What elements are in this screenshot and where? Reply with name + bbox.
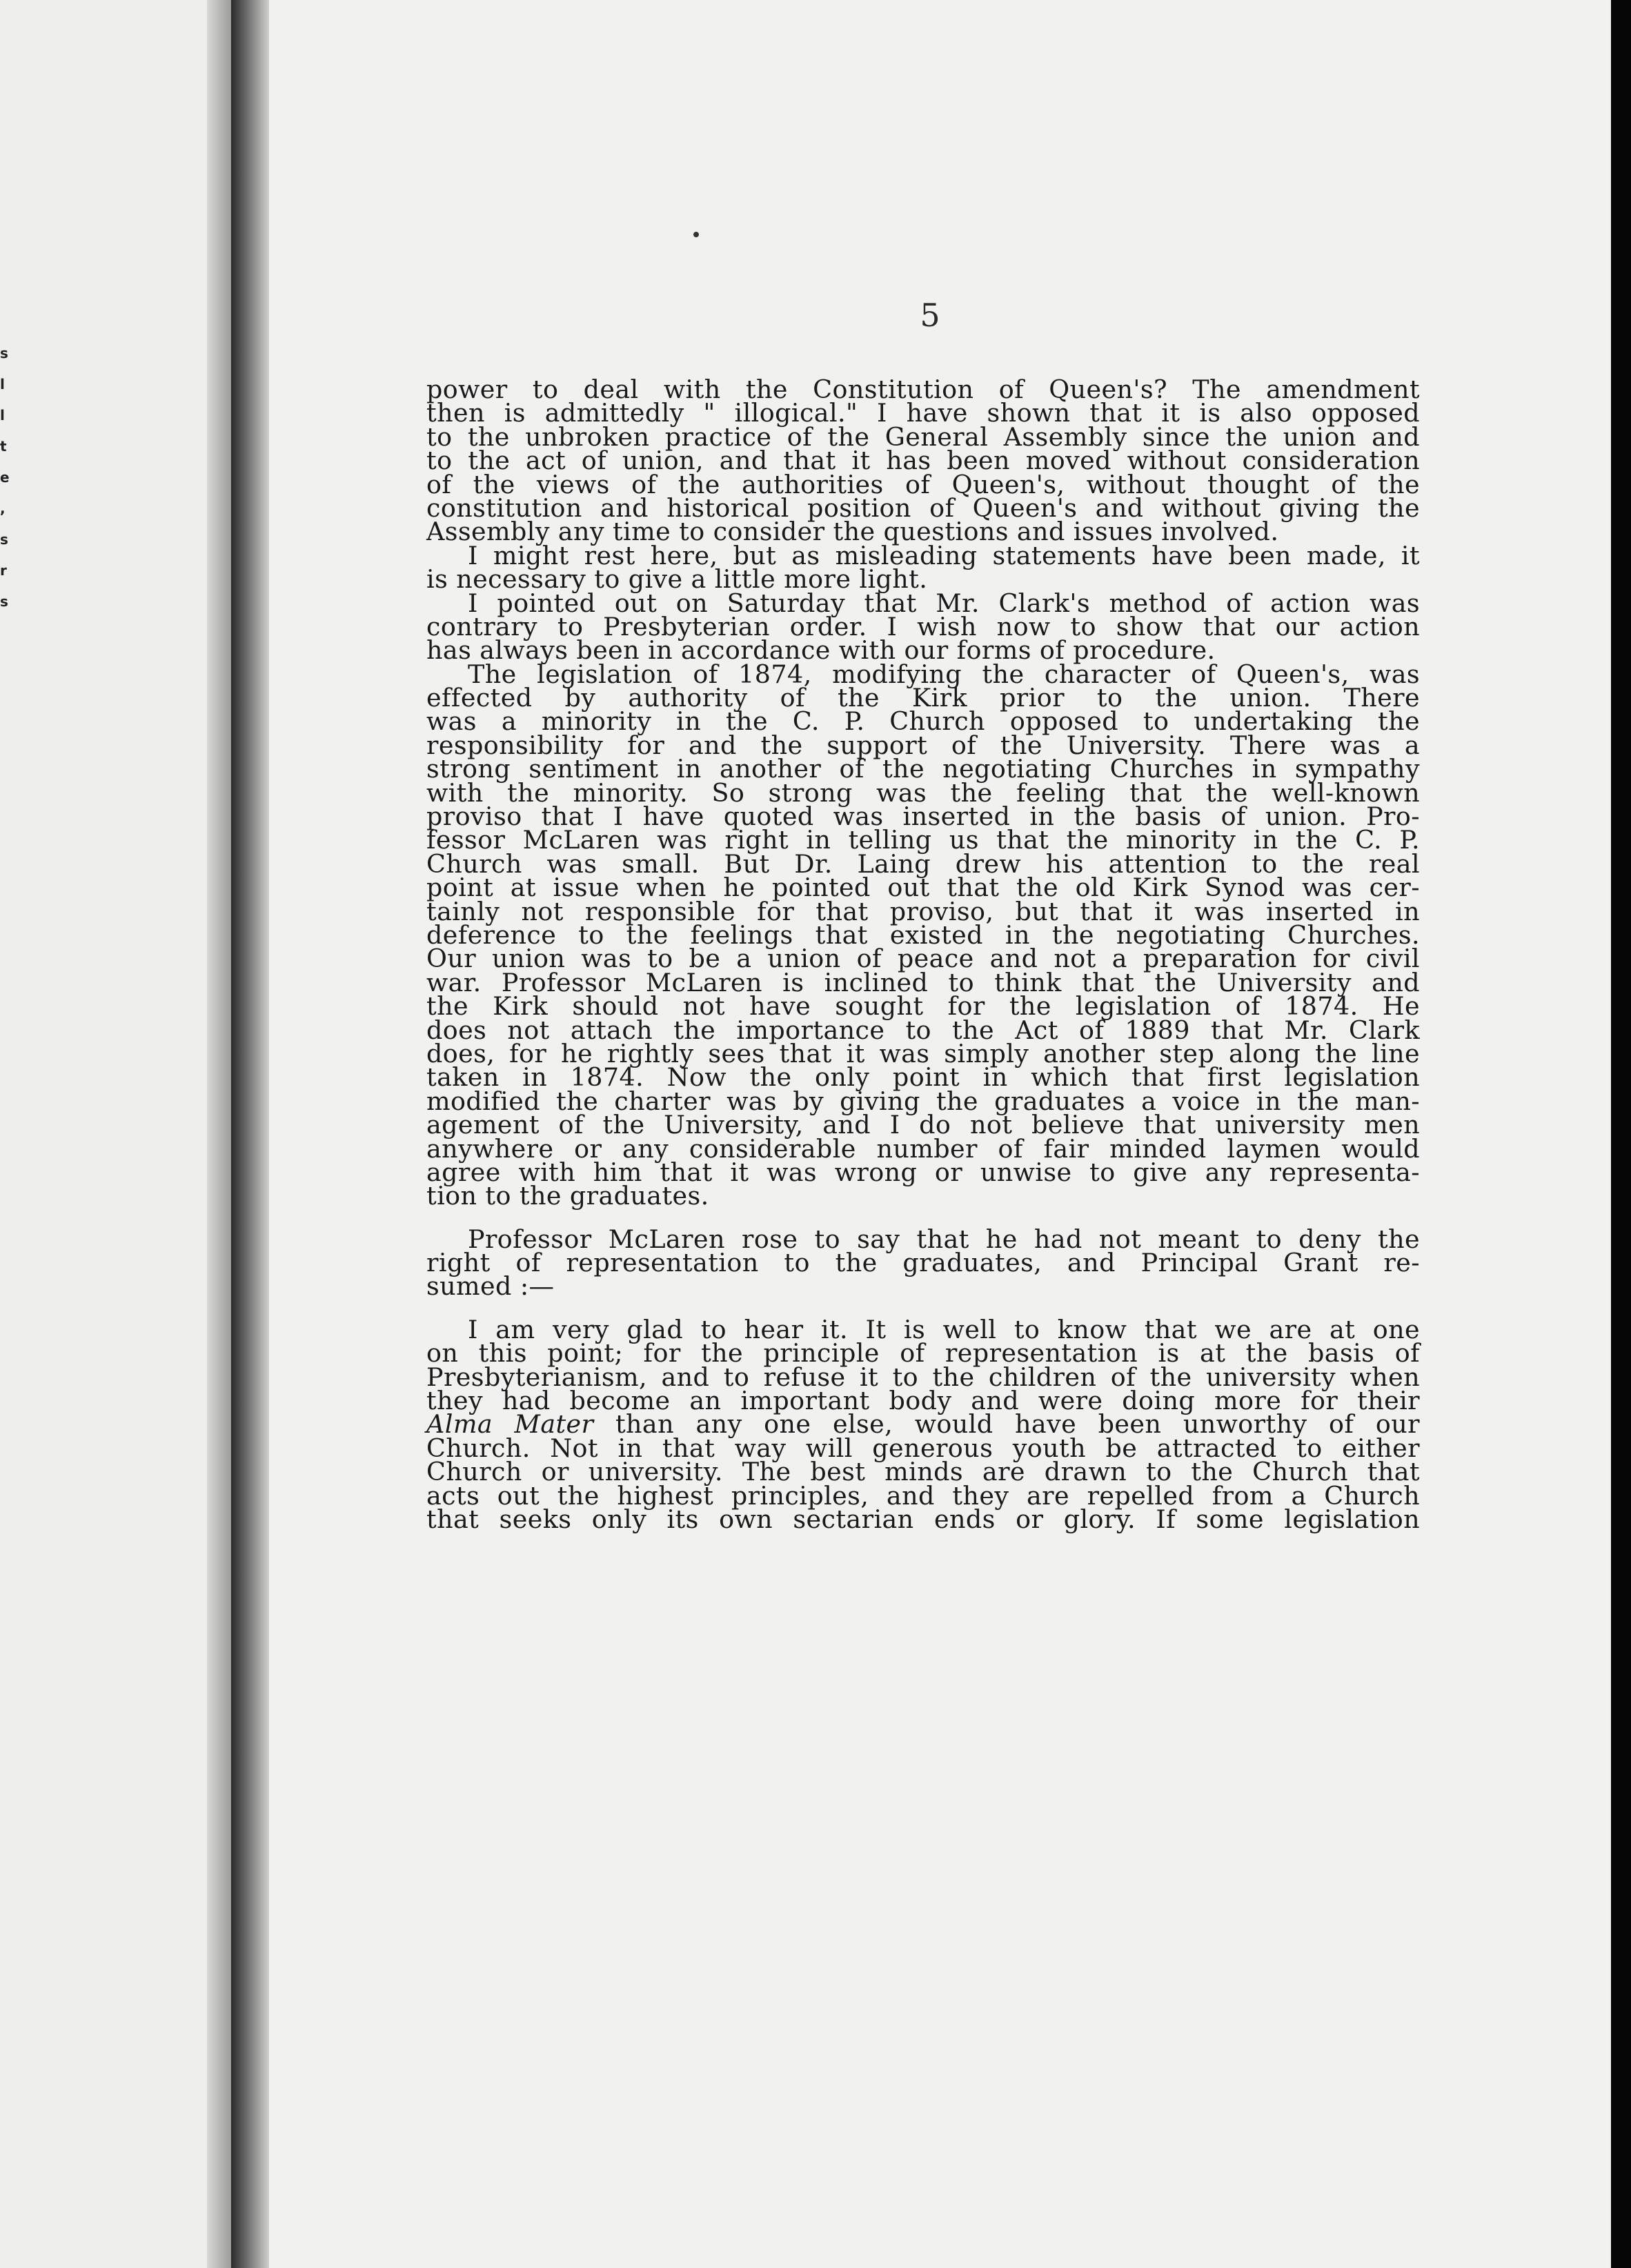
- text-line: constitution and historical position of Queen's and without giving the: [426, 493, 1420, 523]
- text-line: effected by authority of the Kirk prior to the union. There: [426, 683, 1420, 713]
- text-line: to the unbroken practice of the General Assembly since the union and: [426, 421, 1420, 452]
- paragraph: [426, 659, 1420, 1211]
- paragraph: [426, 540, 1420, 595]
- text-line: taken in 1874. Now the only point in which that first legislation: [426, 1062, 1420, 1093]
- text-line: has always been in accordance with our forms of procedure.: [426, 635, 1216, 666]
- text-line: The legislation of 1874, modifying the character of Queen's, was: [468, 659, 1420, 689]
- text-line: responsibility for and the support of the University. There was a: [426, 730, 1420, 760]
- text-line: of the views of the authorities of Queen's, without thought of the: [426, 469, 1420, 499]
- left-page-margin-characters: [0, 338, 10, 617]
- text-line: strong sentiment in another of the negotiating Churches in sympathy: [426, 754, 1420, 784]
- text-line: I am very glad to hear it. It is well to know that we are at one: [468, 1314, 1420, 1344]
- gutter-shadow: [231, 0, 269, 2268]
- margin-char: e: [0, 469, 10, 486]
- text-line: deference to the feelings that existed in the negotiating Churches.: [426, 919, 1420, 950]
- text-line: then is admittedly " illogical." I have shown that it is also opposed: [426, 398, 1420, 428]
- text-line: right of representation to the graduates, and Principal Grant re-: [426, 1248, 1420, 1278]
- paragraph: [426, 375, 1420, 547]
- ink-dot: [693, 232, 699, 237]
- text-line: was a minority in the C. P. Church opposed to undertaking the: [426, 706, 1420, 737]
- text-line: Presbyterianism, and to refuse it to the children of the university when: [426, 1362, 1420, 1392]
- text-line: on this point; for the principle of representation is at the basis of: [426, 1338, 1420, 1369]
- text-line: Our union was to be a union of peace and not a preparation for civil: [426, 944, 1420, 974]
- text-line: contrary to Presbyterian order. I wish now to show that our action: [426, 611, 1420, 641]
- text-line: acts out the highest principles, and they are repelled from a Church: [426, 1480, 1420, 1511]
- text-line: I might rest here, but as misleading statements have been made, it: [468, 540, 1420, 570]
- text-line: Church. Not in that way will generous youth be attracted to either: [426, 1433, 1420, 1463]
- text-line: is necessary to give a little more light.: [426, 564, 928, 595]
- margin-char: s: [0, 345, 8, 361]
- text-line: the Kirk should not have sought for the legislation of 1874. He: [426, 991, 1420, 1022]
- margin-char: t: [0, 438, 7, 455]
- paragraph: [426, 588, 1420, 666]
- text-line: sumed :—: [426, 1271, 555, 1302]
- text-line: to the act of union, and that it has been moved without consideration: [426, 446, 1420, 476]
- text-line: Assembly any time to consider the questions and issues involved.: [426, 517, 1279, 547]
- body-text: [426, 375, 1421, 1534]
- text-line: proviso that I have quoted was inserted in the basis of union. Pro-: [426, 802, 1420, 832]
- paragraph: [426, 1314, 1421, 1534]
- page-number: 5: [920, 297, 940, 334]
- margin-char: l: [0, 407, 5, 424]
- text-line: they had become an important body and were doing more for their: [426, 1386, 1420, 1416]
- margin-char: r: [0, 562, 7, 579]
- margin-char: s: [0, 593, 8, 610]
- text-line: agement of the University, and I do not believe that university men: [426, 1110, 1420, 1140]
- text-line: Church or university. The best minds are drawn to the Church that: [426, 1457, 1420, 1487]
- text-line: I pointed out on Saturday that Mr. Clark's method of action was: [468, 588, 1420, 618]
- margin-char: l: [0, 376, 5, 392]
- text-line: power to deal with the Constitution of Queen's? The amendment: [426, 375, 1420, 404]
- scan-speck: [1580, 0, 1608, 12]
- text-line: fessor McLaren was right in telling us that the minority in the C. P.: [426, 825, 1420, 855]
- text-line: that seeks only its own sectarian ends or glory. If some legislation: [426, 1504, 1420, 1534]
- scan-border: [1611, 0, 1631, 2268]
- text-line: war. Professor McLaren is inclined to think that the University and: [426, 967, 1420, 997]
- text-line: tainly not responsible for that proviso, but that it was inserted in: [426, 896, 1420, 926]
- text-line: tion to the graduates.: [426, 1181, 709, 1211]
- text-line: with the minority. So strong was the feeling that the well-known: [426, 777, 1420, 808]
- margin-char: s: [0, 531, 8, 548]
- text-line: Church was small. But Dr. Laing drew his attention to the real: [426, 848, 1420, 879]
- text-line: agree with him that it was wrong or unwise to give any representa-: [426, 1157, 1420, 1187]
- text-line: Professor McLaren rose to say that he had not meant to deny the: [468, 1224, 1420, 1254]
- text-line: modified the charter was by giving the graduates a voice in the man-: [426, 1086, 1420, 1116]
- text-line: does, for he rightly sees that it was simply another step along the line: [426, 1038, 1420, 1068]
- paragraph: [426, 1224, 1420, 1302]
- margin-char: ,: [0, 500, 6, 517]
- text-line: does not attach the importance to the Act of 1889 that Mr. Clark: [426, 1015, 1420, 1045]
- left-facing-page: [0, 0, 231, 2268]
- text-line: point at issue when he pointed out that the old Kirk Synod was cer-: [426, 873, 1420, 903]
- text-line: Alma Mater than any one else, would have been unworthy of our: [426, 1409, 1421, 1440]
- text-line: anywhere or any considerable number of fair minded laymen would: [426, 1133, 1420, 1164]
